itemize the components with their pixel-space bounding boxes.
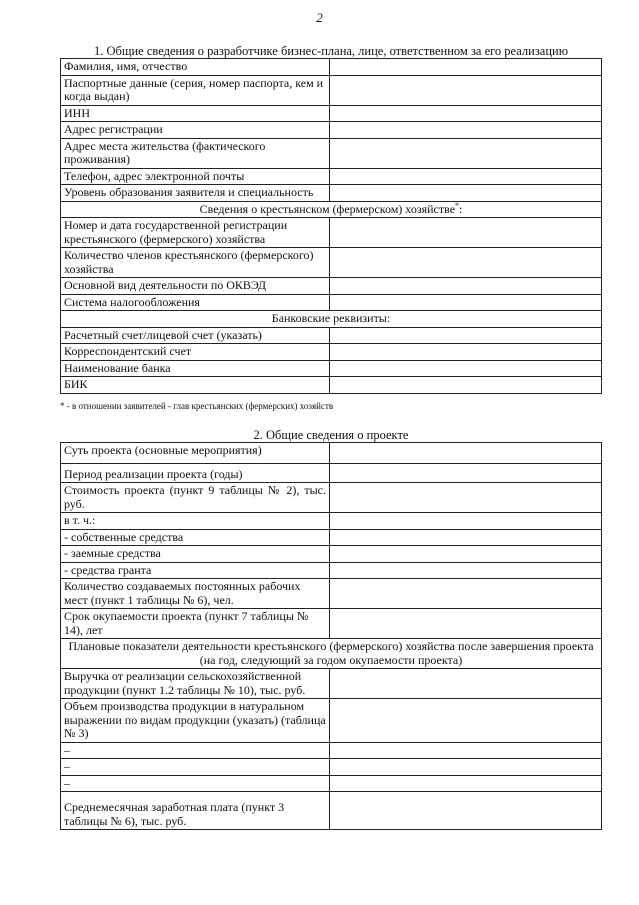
table-subheader — [61, 201, 602, 218]
row-label: Количество членов крестьянского (фермерского) хозяйства — [61, 248, 330, 278]
value-cell[interactable] — [330, 138, 602, 168]
table-row — [61, 218, 602, 248]
row-label: Телефон, адрес электронной почты — [61, 168, 330, 185]
page-number: 2 — [316, 10, 323, 25]
value-cell[interactable] — [330, 464, 602, 483]
value-cell[interactable] — [330, 344, 602, 361]
value-cell[interactable] — [330, 759, 602, 776]
row-label: Стоимость проекта (пункт 9 таблицы № 2), тыс. руб. — [61, 483, 330, 513]
value-cell[interactable] — [330, 105, 602, 122]
table-row — [61, 248, 602, 278]
table-row — [61, 742, 602, 759]
value-cell[interactable] — [330, 742, 602, 759]
table-row — [61, 483, 602, 513]
row-label: Фамилия, имя, отчество — [61, 59, 330, 76]
row-label: Адрес места жительства (фактического проживания) — [61, 138, 330, 168]
value-cell[interactable] — [330, 529, 602, 546]
table-row — [61, 759, 602, 776]
value-cell[interactable] — [330, 669, 602, 699]
row-label: - собственные средства — [61, 529, 330, 546]
row-label: в т. ч.: — [61, 513, 330, 530]
row-label: – — [61, 759, 330, 776]
row-label: – — [61, 742, 330, 759]
row-label: БИК — [61, 377, 330, 394]
project-info-table — [60, 442, 602, 830]
table-row — [61, 529, 602, 546]
footnote: * - в отношении заявителей - глав крестьянских (фермерских) хозяйств — [60, 401, 334, 411]
row-label: ИНН — [61, 105, 330, 122]
value-cell[interactable] — [330, 546, 602, 563]
table-row — [61, 377, 602, 394]
row-label: Основной вид деятельности по ОКВЭД — [61, 278, 330, 295]
value-cell[interactable] — [330, 562, 602, 579]
table-row — [61, 609, 602, 639]
value-cell[interactable] — [330, 122, 602, 139]
table-row — [61, 360, 602, 377]
table-row — [61, 122, 602, 139]
value-cell[interactable] — [330, 168, 602, 185]
table-row — [61, 562, 602, 579]
row-label: Адрес регистрации — [61, 122, 330, 139]
table-row — [61, 278, 602, 295]
plan-subheader: Плановые показатели деятельности крестьянского (фермерского) хозяйства после завершения проекта (на год, следующий за годом окупаемости проекта) — [61, 639, 602, 669]
value-cell[interactable] — [330, 792, 602, 830]
table-row — [61, 792, 602, 830]
value-cell[interactable] — [330, 327, 602, 344]
value-cell[interactable] — [330, 248, 602, 278]
table-row — [61, 344, 602, 361]
value-cell[interactable] — [330, 294, 602, 311]
developer-info-table — [60, 58, 602, 394]
row-label: Паспортные данные (серия, номер паспорта, кем и когда выдан) — [61, 75, 330, 105]
table-row — [61, 775, 602, 792]
value-cell[interactable] — [330, 443, 602, 464]
row-label: Суть проекта (основные мероприятия) — [61, 443, 330, 464]
row-label: Наименование банка — [61, 360, 330, 377]
row-label: - средства гранта — [61, 562, 330, 579]
value-cell[interactable] — [330, 483, 602, 513]
row-label: Корреспондентский счет — [61, 344, 330, 361]
table-row — [61, 294, 602, 311]
value-cell[interactable] — [330, 513, 602, 530]
table-row — [61, 185, 602, 202]
value-cell[interactable] — [330, 59, 602, 76]
table-row — [61, 546, 602, 563]
table-subheader — [61, 311, 602, 328]
table-row — [61, 59, 602, 76]
value-cell[interactable] — [330, 377, 602, 394]
row-label: – — [61, 775, 330, 792]
table-row — [61, 443, 602, 464]
value-cell[interactable] — [330, 75, 602, 105]
value-cell[interactable] — [330, 278, 602, 295]
row-label: Среднемесячная заработная плата (пункт 3 таблицы № 6), тыс. руб. — [61, 792, 330, 830]
row-label: Выручка от реализации сельскохозяйственной продукции (пункт 1.2 таблицы № 10), тыс. руб. — [61, 669, 330, 699]
row-label: Система налогообложения — [61, 294, 330, 311]
row-label: Расчетный счет/лицевой счет (указать) — [61, 327, 330, 344]
table-row — [61, 579, 602, 609]
row-label: Объем производства продукции в натуральном выражении по видам продукции (указать) (таблица № 3) — [61, 699, 330, 743]
table-row — [61, 75, 602, 105]
value-cell[interactable] — [330, 185, 602, 202]
row-label: Период реализации проекта (годы) — [61, 464, 330, 483]
value-cell[interactable] — [330, 218, 602, 248]
row-label: Номер и дата государственной регистрации крестьянского (фермерского) хозяйства — [61, 218, 330, 248]
table-row — [61, 699, 602, 743]
row-label: - заемные средства — [61, 546, 330, 563]
table-row — [61, 168, 602, 185]
table-row — [61, 464, 602, 483]
value-cell[interactable] — [330, 609, 602, 639]
table-row — [61, 327, 602, 344]
table-row — [61, 138, 602, 168]
value-cell[interactable] — [330, 775, 602, 792]
bank-subheader: Банковские реквизиты: — [61, 311, 602, 328]
value-cell[interactable] — [330, 360, 602, 377]
table-subheader — [61, 639, 602, 669]
table-row — [61, 513, 602, 530]
footnote-mark: * — [455, 200, 460, 210]
row-label: Уровень образования заявителя и специальность — [61, 185, 330, 202]
value-cell[interactable] — [330, 579, 602, 609]
row-label: Срок окупаемости проекта (пункт 7 таблицы № 14), лет — [61, 609, 330, 639]
section2-title: 2. Общие сведения о проекте — [253, 428, 409, 442]
kfh-subheader-text: Сведения о крестьянском (фермерском) хозяйстве — [199, 201, 456, 216]
table-row — [61, 105, 602, 122]
table-row — [61, 669, 602, 699]
row-label: Количество создаваемых постоянных рабочих мест (пункт 1 таблицы № 6), чел. — [61, 579, 330, 609]
value-cell[interactable] — [330, 699, 602, 743]
kfh-subheader: Сведения о крестьянском (фермерском) хозяйстве*: — [61, 201, 602, 218]
section1-title: 1. Общие сведения о разработчике бизнес-плана, лице, ответственном за его реализацию — [93, 44, 569, 58]
